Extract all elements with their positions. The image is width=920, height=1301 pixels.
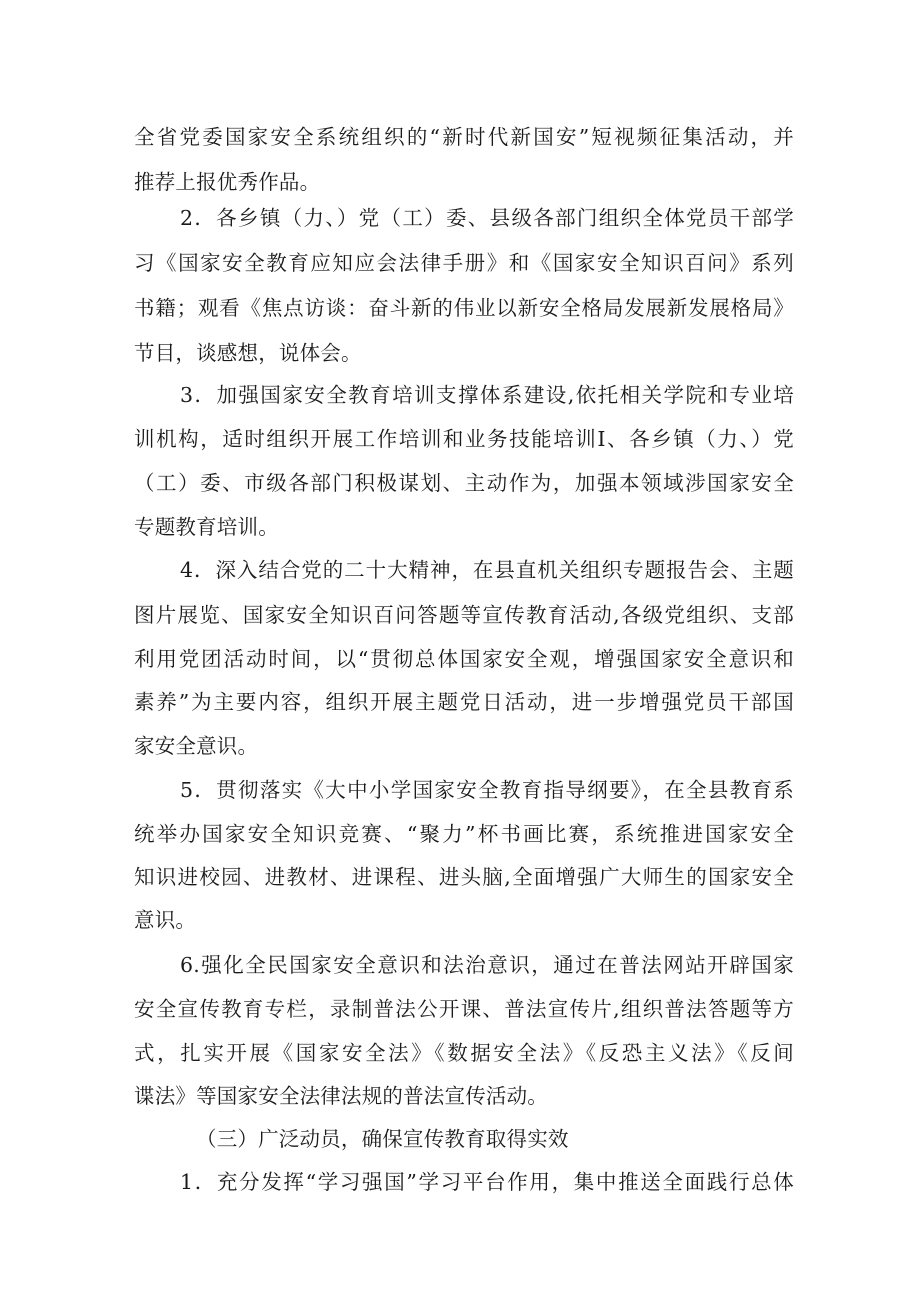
paragraph-line: 式，扎实开展《国家安全法》《数据安全法》《反恐主义法》《反间	[134, 1041, 794, 1065]
paragraph-line: 3．加强国家安全教育培训支撑体系建设,依托相关学院和专业培	[180, 383, 794, 407]
paragraph-line: 图片展览、国家安全知识百问答题等宣传教育活动,各级党组织、支部	[134, 603, 794, 627]
paragraph-line: 节目，谈感想，说体会。	[134, 341, 362, 365]
paragraph-line: 统举办国家安全知识竞赛、“聚力”杯书画比赛，系统推进国家安全	[134, 822, 794, 846]
paragraph-line: 知识进校园、进教材、进课程、进头脑,全面增强广大师生的国家安全	[134, 865, 794, 889]
paragraph-line: 利用党团活动时间，以“贯彻总体国家安全观，增强国家安全意识和	[134, 647, 794, 671]
paragraph-line: 4．深入结合党的二十大精神，在县直机关组织专题报告会、主题	[180, 558, 794, 582]
paragraph-line: 素养”为主要内容，组织开展主题党日活动，进一步增强党员干部国	[134, 690, 794, 714]
paragraph-line: 书籍；观看《焦点访谈：奋斗新的伟业以新安全格局发展新发展格局》	[134, 296, 794, 320]
paragraph-line: 家安全意识。	[134, 734, 259, 758]
paragraph-line: 6.强化全民国家安全意识和法治意识，通过在普法网站开辟国家	[180, 953, 794, 977]
paragraph-line: 训机构，适时组织开展工作培训和业务技能培训I、各乡镇（力、）党	[134, 427, 794, 451]
paragraph-line: 全省党委国家安全系统组织的“新时代新国安”短视频征集活动，并	[134, 125, 794, 149]
paragraph-line: 习《国家安全教育应知应会法律手册》和《国家安全知识百问》系列	[134, 251, 794, 275]
paragraph-line: 意识。	[134, 908, 197, 932]
paragraph-line: 专题教育培训。	[134, 515, 279, 539]
paragraph-line: 安全宣传教育专栏，录制普法公开课、普法宣传片,组织普法答题等方	[134, 997, 794, 1021]
paragraph-line: 2．各乡镇（力、）党（工）委、县级各部门组织全体党员干部学	[180, 206, 794, 230]
paragraph-line: 1．充分发挥“学习强国”学习平台作用，集中推送全面践行总体	[180, 1170, 794, 1194]
paragraph-line: 推荐上报优秀作品。	[134, 170, 321, 194]
paragraph-line: 谍法》等国家安全法律法规的普法宣传活动。	[134, 1084, 548, 1108]
section-heading: （三）广泛动员，确保宣传教育取得实效	[196, 1127, 569, 1151]
paragraph-line: 5．贯彻落实《大中小学国家安全教育指导纲要》，在全县教育系	[180, 778, 794, 802]
paragraph-line: （工）委、市级各部门积极谋划、主动作为，加强本领域涉国家安全	[134, 471, 794, 495]
